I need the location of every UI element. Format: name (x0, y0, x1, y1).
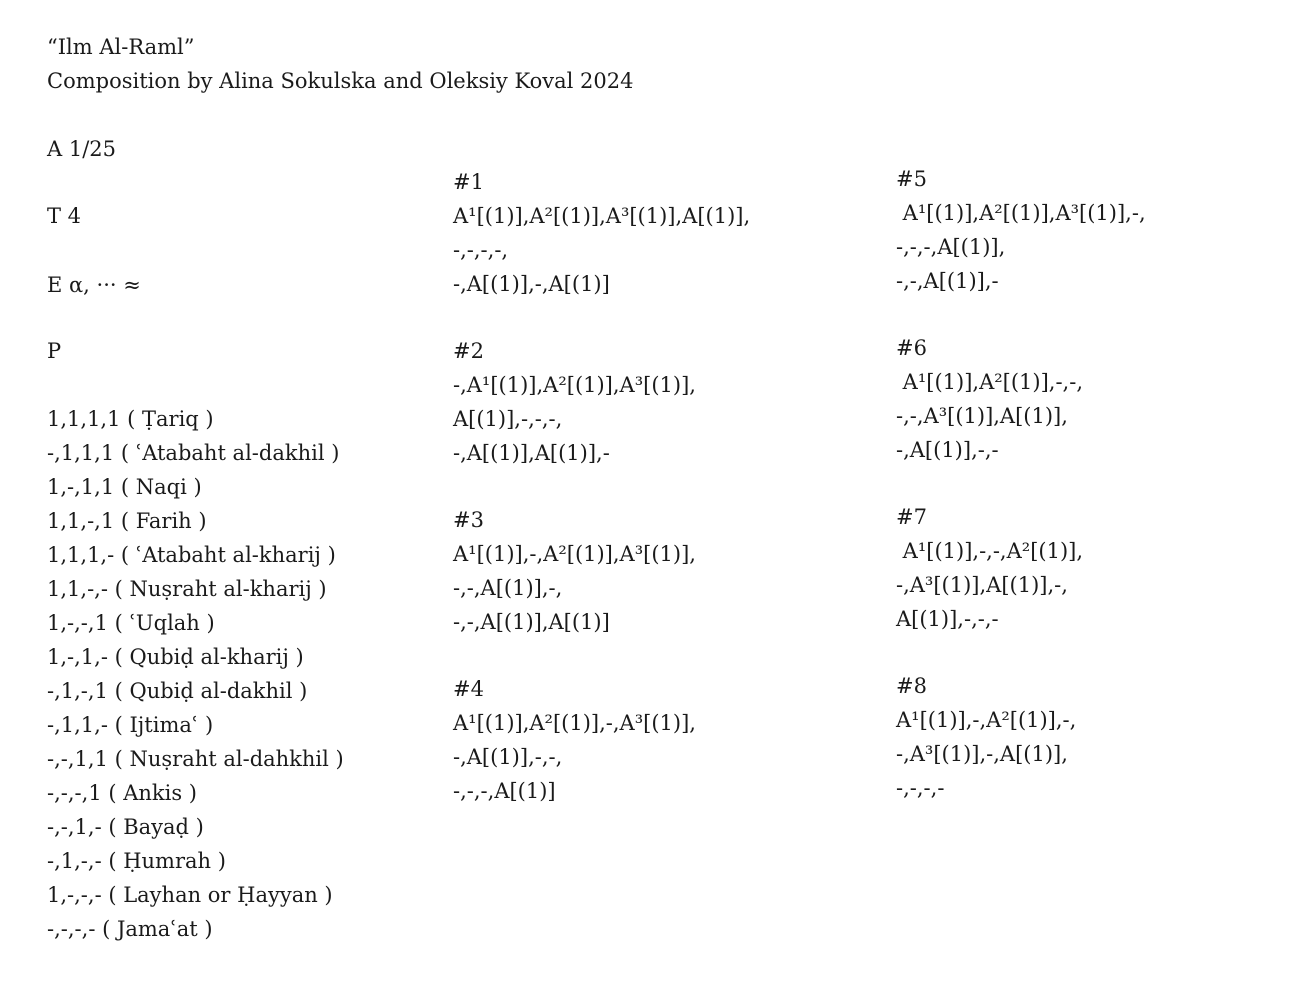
section-line: -,A[(1)],-,-, (453, 745, 563, 769)
figure-item: 1,-,-,1 ( ʿUqlah ) (47, 611, 215, 635)
figure-item: -,1,-,- ( Ḥumrah ) (47, 849, 226, 873)
section-line: -,-,-,A[(1)], (896, 235, 1006, 259)
figure-item: -,-,1,- ( Bayaḍ ) (47, 815, 204, 839)
section-label: #2 (453, 339, 484, 363)
section-label: #7 (896, 505, 927, 529)
section-line: A¹[(1)],A²[(1)],A³[(1)],A[(1)], (453, 204, 751, 228)
section-2 (453, 334, 696, 470)
section-label: #5 (896, 167, 927, 191)
section-line: -,A³[(1)],A[(1)],-, (896, 573, 1068, 597)
section-1 (453, 165, 750, 301)
figure-item: -,-,-,1 ( Ankis ) (47, 781, 197, 805)
section-label: #3 (453, 508, 484, 532)
figure-item: 1,-,1,- ( Qubiḍ al-kharij ) (47, 645, 304, 669)
section-line: A¹[(1)],A²[(1)],-,-, (896, 370, 1084, 394)
param-e: E α, ··· ≈ (47, 273, 141, 297)
param-t: T 4 (47, 204, 82, 228)
section-line: A¹[(1)],A²[(1)],-,A³[(1)], (453, 711, 696, 735)
figure-item: 1,-,1,1 ( Naqi ) (47, 475, 202, 499)
figure-item: -,1,-,1 ( Qubiḍ al-dakhil ) (47, 679, 308, 703)
figure-item: 1,1,-,1 ( Farih ) (47, 509, 207, 533)
section-7 (896, 500, 1083, 636)
figure-item: 1,1,-,- ( Nuṣraht al-kharij ) (47, 577, 327, 601)
section-5 (896, 162, 1146, 298)
figures-list (47, 402, 344, 946)
section-line: -,-,-,A[(1)] (453, 779, 556, 803)
document-subtitle: Composition by Alina Sokulska and Oleksiy Koval 2024 (47, 69, 634, 93)
section-label: #8 (896, 674, 927, 698)
section-line: -,-,A[(1)],-, (453, 576, 563, 600)
section-line: -,A[(1)],A[(1)],- (453, 441, 610, 465)
section-line: -,-,-,-, (453, 238, 509, 262)
section-line: -,-,A³[(1)],A[(1)], (896, 404, 1068, 428)
section-label: #4 (453, 677, 484, 701)
section-line: A[(1)],-,-,-, (453, 407, 563, 431)
figure-item: 1,-,-,- ( Layhan or Ḥayyan ) (47, 883, 333, 907)
section-line: -,A[(1)],-,A[(1)] (453, 272, 610, 296)
figure-item: -,1,1,1 ( ʿAtabaht al-dakhil ) (47, 441, 340, 465)
section-line: -,A¹[(1)],A²[(1)],A³[(1)], (453, 373, 696, 397)
section-line: -,A³[(1)],-,A[(1)], (896, 742, 1068, 766)
section-label: #6 (896, 336, 927, 360)
section-8 (896, 669, 1076, 805)
section-line: -,-,A[(1)],- (896, 269, 999, 293)
section-3 (453, 503, 696, 639)
section-4 (453, 672, 696, 808)
section-6 (896, 331, 1083, 467)
document-title: “Ilm Al-Raml” (47, 35, 195, 59)
section-line: A¹[(1)],A²[(1)],A³[(1)],-, (896, 201, 1146, 225)
section-label: #1 (453, 170, 484, 194)
figure-item: -,-,1,1 ( Nuṣraht al-dahkhil ) (47, 747, 344, 771)
section-line: -,-,-,- (896, 776, 945, 800)
section-line: -,-,A[(1)],A[(1)] (453, 610, 610, 634)
section-line: A¹[(1)],-,A²[(1)],A³[(1)], (453, 542, 696, 566)
param-a: A 1/25 (47, 137, 116, 161)
figure-item: -,1,1,- ( Ijtimaʿ ) (47, 713, 214, 737)
section-line: A¹[(1)],-,A²[(1)],-, (896, 708, 1077, 732)
param-p: P (47, 339, 62, 363)
section-line: A[(1)],-,-,- (896, 607, 999, 631)
figure-item: 1,1,1,1 ( Ṭariq ) (47, 407, 214, 431)
figure-item: -,-,-,- ( Jamaʿat ) (47, 917, 213, 941)
section-line: -,A[(1)],-,- (896, 438, 999, 462)
figure-item: 1,1,1,- ( ʿAtabaht al-kharij ) (47, 543, 336, 567)
section-line: A¹[(1)],-,-,A²[(1)], (896, 539, 1084, 563)
